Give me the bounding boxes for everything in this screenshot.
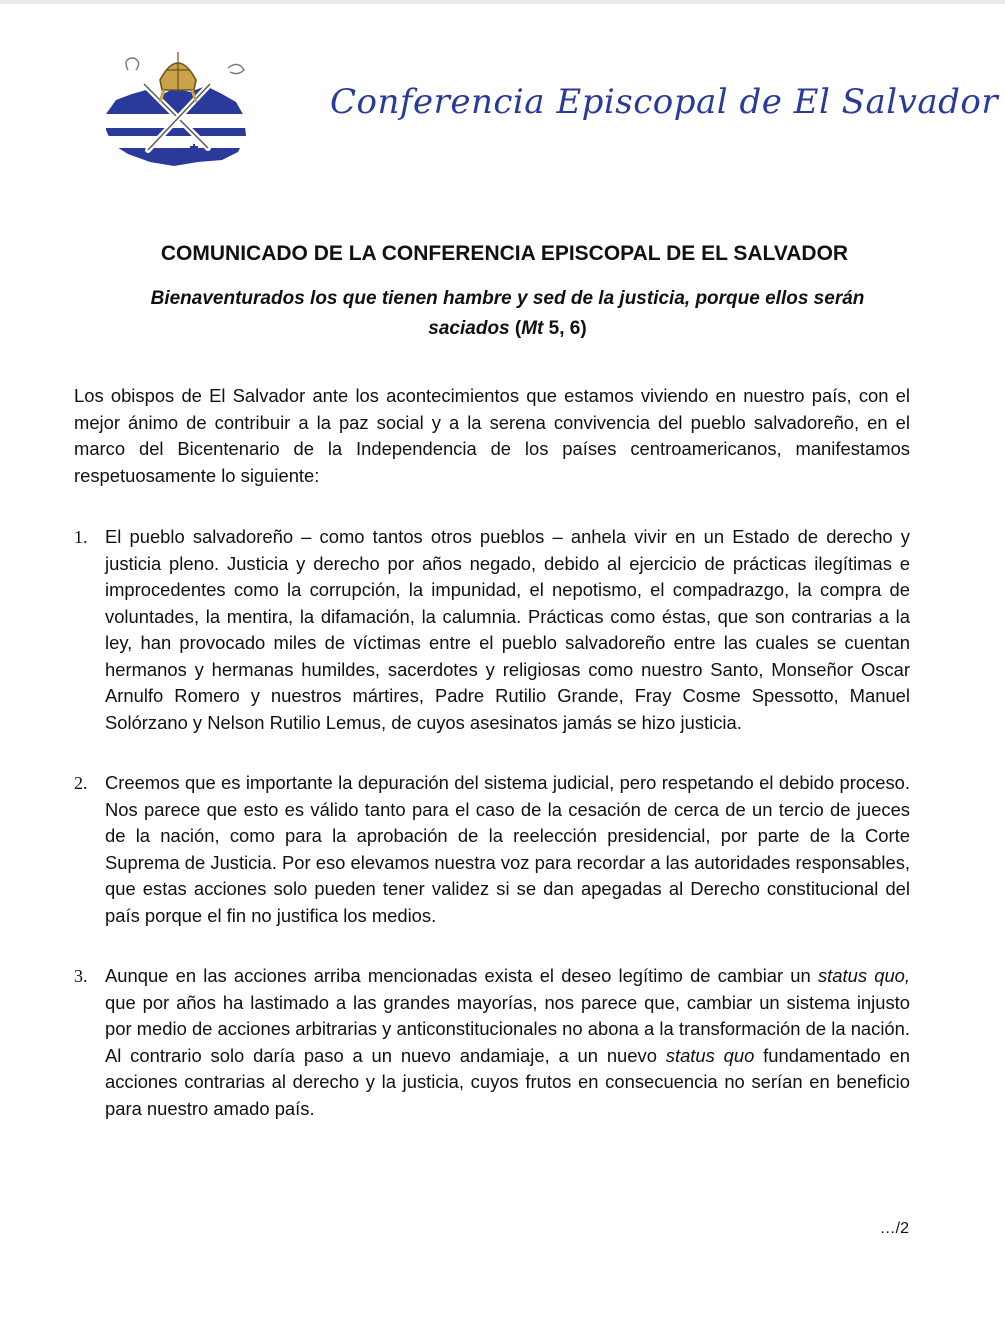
point-number: 1. [74, 527, 88, 547]
point-2 [74, 770, 910, 929]
intro-paragraph: Los obispos de El Salvador ante los acontecimientos que estamos viviendo en nuestro país, con el mejor ánimo de contribuir a la paz social y a la serena convivencia del pueblo salvadoreño, en el marco del Bicentenario de la Independencia de los países centroamericanos, manifestamos respetuosamente lo siguiente: [74, 385, 910, 486]
subtitle-ref-book: Mt [521, 318, 544, 339]
point-3 [74, 963, 910, 1122]
point-text: Creemos que es importante la depuración del sistema judicial, pero respetando el debido proceso. Nos parece que esto es válido tanto para el caso de la cesación de cerca de un tercio de jueces de la nación, como para la aprobación de la reelección presidencial, por parte de la Corte Suprema de Justicia. Por eso elevamos nuestra voz para recordar a las autoridades responsables, que estas acciones solo pueden tener validez si se dan apegadas al Derecho constitucional del país porque el fin no justifica los medios. [105, 772, 910, 926]
numbered-points [74, 524, 910, 1122]
subtitle-ref-rest: 5, 6) [543, 318, 587, 339]
point-text-segment: Aunque en las acciones arriba mencionadas exista el deseo legítimo de cambiar un [105, 965, 818, 986]
page-continuation: …/2 [879, 1220, 909, 1237]
episcopal-logo-icon [98, 40, 258, 172]
document-title: COMUNICADO DE LA CONFERENCIA EPISCOPAL DE EL SALVADOR [160, 242, 849, 265]
point-text-segment: que por años ha lastimado a las grandes mayorías, nos parece que, cambiar un sistema injusto por medio de acciones arbitrarias y anticonstitucionales no abona a la transformación de la nación. Al contrario solo daría paso a un nuevo andamiaje, a un nuevo [105, 991, 910, 1066]
document-subtitle [110, 284, 905, 344]
point-text-status-quo: status quo [665, 1044, 755, 1066]
point-text-status-quo: status quo, [817, 965, 911, 986]
point-text: El pueblo salvadoreño – como tantos otros pueblos – anhela vivir en un Estado de derecho y justicia pleno. Justicia y derecho por años negado, debido al ejercicio de prácticas ilegítimas e improcedentes como la corrupción, la impunidad, el nepotismo, el compadrazgo, la compra de voluntades, la mentira, la difamación, la calumnia. Prácticas como éstas, que son contrarias a la ley, han provocado miles de víctimas entre el pueblo salvadoreño entre las cuales se cuentan hermanos y hermanas humildes, sacerdotes y religiosas como nuestro Santo, Monseñor Oscar Arnulfo Romero y nuestros mártires, Padre Rutilio Grande, Fray Cosme Spessotto, Manuel Solórzano y Nelson Rutilio Lemus, de cuyos asesinatos jamás se hizo justicia. [105, 526, 910, 733]
point-number: 2. [74, 773, 88, 793]
top-strip [0, 0, 1005, 4]
organization-name: Conferencia Episcopal de El Salvador [330, 82, 999, 122]
point-text-segment: fundamentado en acciones contrarias al derecho y la justicia, cuyos frutos en consecuencia no serían en beneficio para nuestro amado país. [105, 1044, 911, 1119]
point-number: 3. [74, 966, 88, 986]
subtitle-quote: Bienaventurados los que tienen hambre y sed de la justicia, porque ellos serán saciados [150, 288, 865, 339]
subtitle-ref-open: ( [509, 318, 522, 339]
point-1 [74, 524, 910, 736]
